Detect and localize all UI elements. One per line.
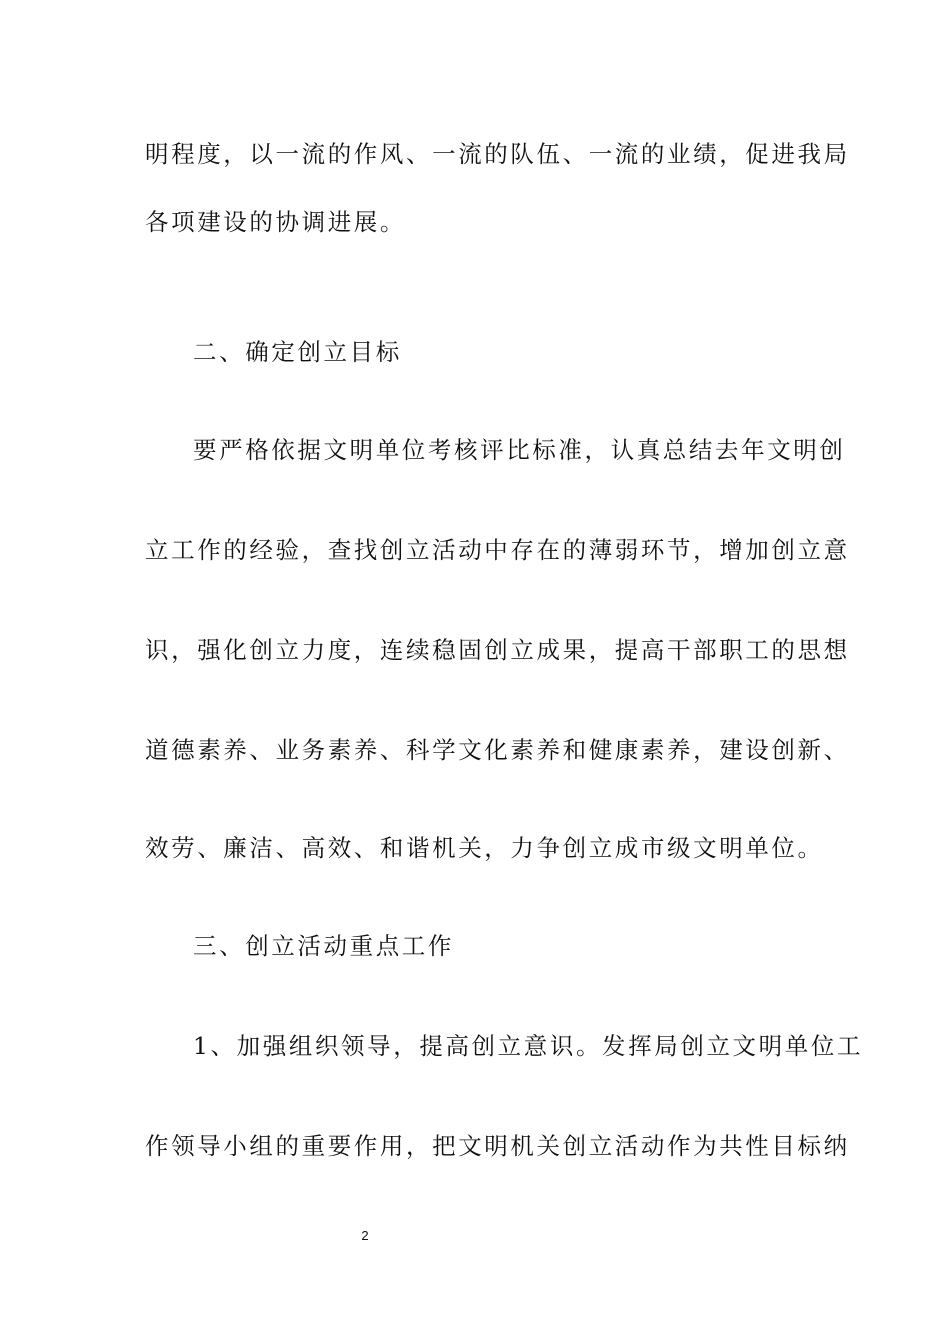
paragraph-line: 作领导小组的重要作用，把文明机关创立活动作为共性目标纳 [145,1132,850,1160]
paragraph-line: 立工作的经验，查找创立活动中存在的薄弱环节，增加创立意 [145,536,850,564]
section-heading: 三、创立活动重点工作 [193,932,454,960]
paragraph-line: 识，强化创立力度，连续稳固创立成果，提高干部职工的思想 [145,636,850,664]
paragraph-line: 效劳、廉洁、高效、和谐机关，力争创立成市级文明单位。 [145,834,824,862]
paragraph-line: 各项建设的协调进展。 [145,208,406,236]
section-heading: 二、确定创立目标 [193,338,402,366]
page-number: 2 [361,1228,369,1243]
paragraph-line: 明程度，以一流的作风、一流的队伍、一流的业绩，促进我局 [145,140,850,168]
paragraph-line: 要严格依据文明单位考核评比标准，认真总结去年文明创 [193,436,846,464]
paragraph-line: 道德素养、业务素养、科学文化素养和健康素养，建设创新、 [145,736,850,764]
paragraph-line: 1、加强组织领导，提高创立意识。发挥局创立文明单位工 [193,1032,864,1060]
